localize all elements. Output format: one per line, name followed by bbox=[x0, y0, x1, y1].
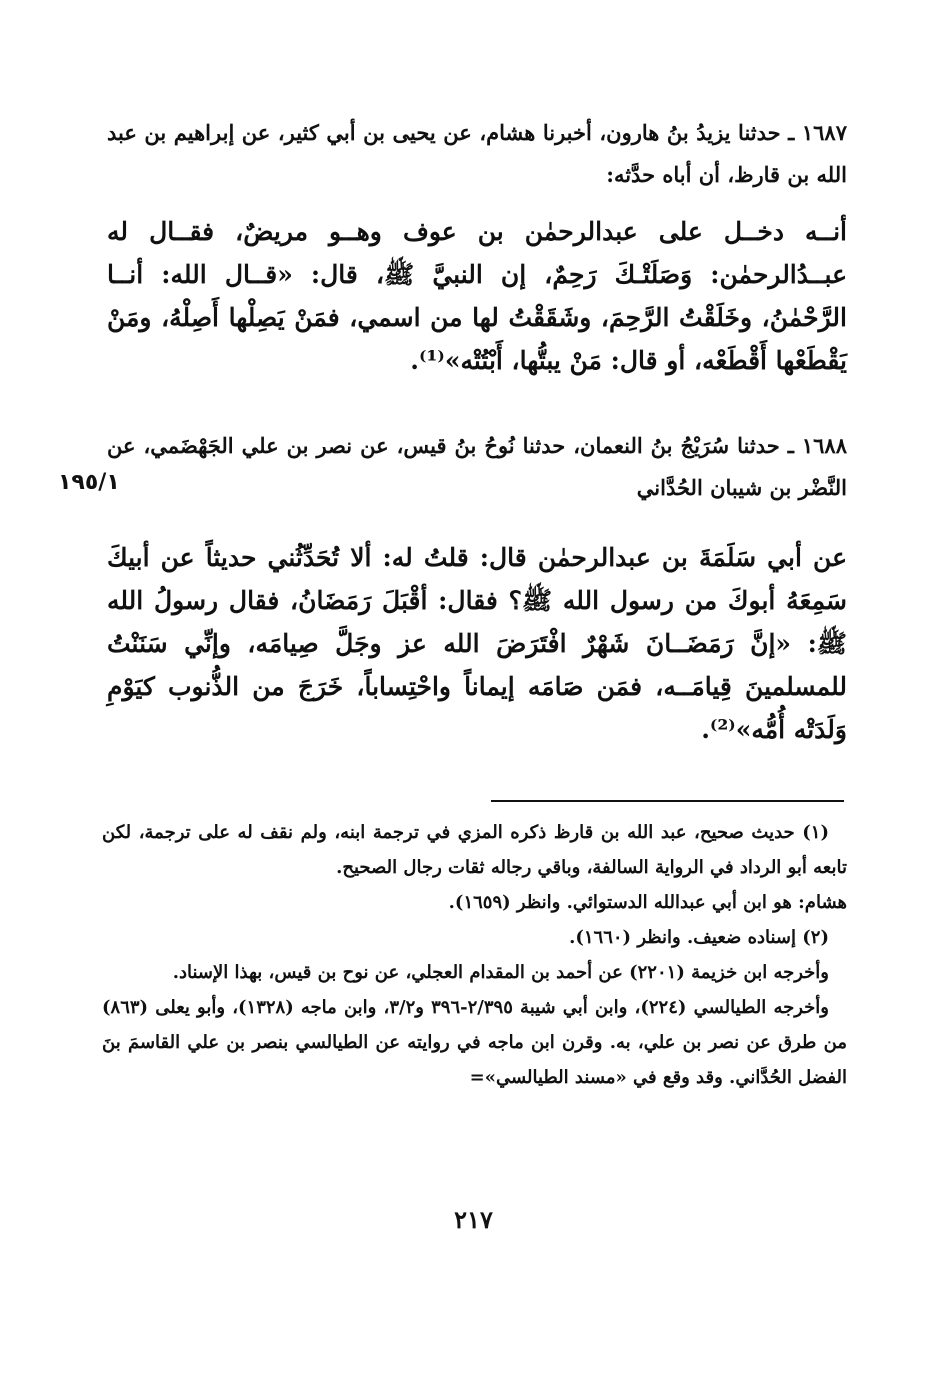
footnote-2: (٢) إسناده ضعيف. وانظر (١٦٦٠). bbox=[569, 927, 829, 948]
footnote-2-continued: وأخرجه ابن خزيمة (٢٢٠١) عن أحمد بن المقدام العجلي، عن نوح بن قيس، بهذا الإسناد. bbox=[172, 962, 829, 983]
footnote-1-continued: هشام: هو ابن أبي عبدالله الدستوائي. وانظر (١٦٥٩). bbox=[448, 892, 847, 913]
footnote-divider bbox=[491, 800, 844, 802]
footnotes bbox=[102, 815, 847, 1095]
hadith-1687-text: أنــه دخــل على عبدالرحمٰن بن عوف وهــو مريضٌ، فقــال له عبــدُالرحمٰن: وَصَلَتْـكَ رَحِمٌ، إن النبيَّ ﷺ، قال: «قــال الله: أنــا الرَّحْمٰنُ، وخَلَقْتُ الرَّحِمَ، وشَقَقْتُ لها من اسمي، فمَنْ يَصِلْها أَصِلْهُ، ومَنْ يَقْطَعْها أَقْطَعْه، أو قال: مَنْ يبتُّها، أَبْتُتْه»⁽¹⁾. bbox=[107, 217, 847, 375]
hadith-1687-chain: ١٦٨٧ ـ حدثنا يزيدُ بنُ هارون، أخبرنا هشام، عن يحيى بن أبي كثير، عن إبراهيم بن عبد الله بن قارظ، أن أباه حدَّثه: bbox=[107, 120, 847, 187]
hadith-1688-text: عن أبي سَلَمَةَ بن عبدالرحمٰن قال: قلتُ له: ألا تُحَدِّثُني حديثاً عن أبيكَ سَمِعَهُ أبوكَ من رسول الله ﷺ؟ فقال: أقْبَلَ رَمَضَانُ، فقال رسولُ الله ﷺ: «إنَّ رَمَضَــانَ شَهْرٌ افْتَرَضَ الله عز وجَلَّ صِيامَه، وإنِّي سَنَنْتُ للمسلمينَ قِيامَــه، فمَن صَامَه إيماناً واحْتِساباً، خَرَجَ من الذُّنوب كيَوْمِ وَلَدَتْه أُمُّه»⁽²⁾. bbox=[107, 543, 847, 744]
margin-reference: ١٩٥/١ bbox=[58, 470, 120, 495]
footnote-2-sources: وأخرجه الطيالسي (٢٢٤)، وابن أبي شيبة ٢/٣٩٥-٣٩٦ و٣/٢، وابن ماجه (١٣٢٨)، وأبو يعلى (٨٦٣) من طرق عن نصر بن علي، به. وقرن ابن ماجه في روايته عن الطيالسي بنصر بن علي القاسمَ بنَ الفضل الحُدَّاني. وقد وقع في «مسند الطيالسي»= bbox=[102, 997, 847, 1088]
footnote-1: (١) حديث صحيح، عبد الله بن قارظ ذكره المزي في ترجمة ابنه، ولم نقف له على ترجمة، لكن تابعه أبو الرداد في الرواية السالفة، وباقي رجاله ثقات رجال الصحيح. bbox=[102, 822, 847, 878]
hadith-1688-chain: ١٦٨٨ ـ حدثنا سُرَيْجُ بنُ النعمان، حدثنا نُوحُ بنُ قيس، عن نصر بن علي الجَهْضَمي، عن النَّضْر بن شيبان الحُدَّاني bbox=[107, 433, 847, 500]
page-number: ٢١٧ bbox=[454, 1205, 493, 1234]
